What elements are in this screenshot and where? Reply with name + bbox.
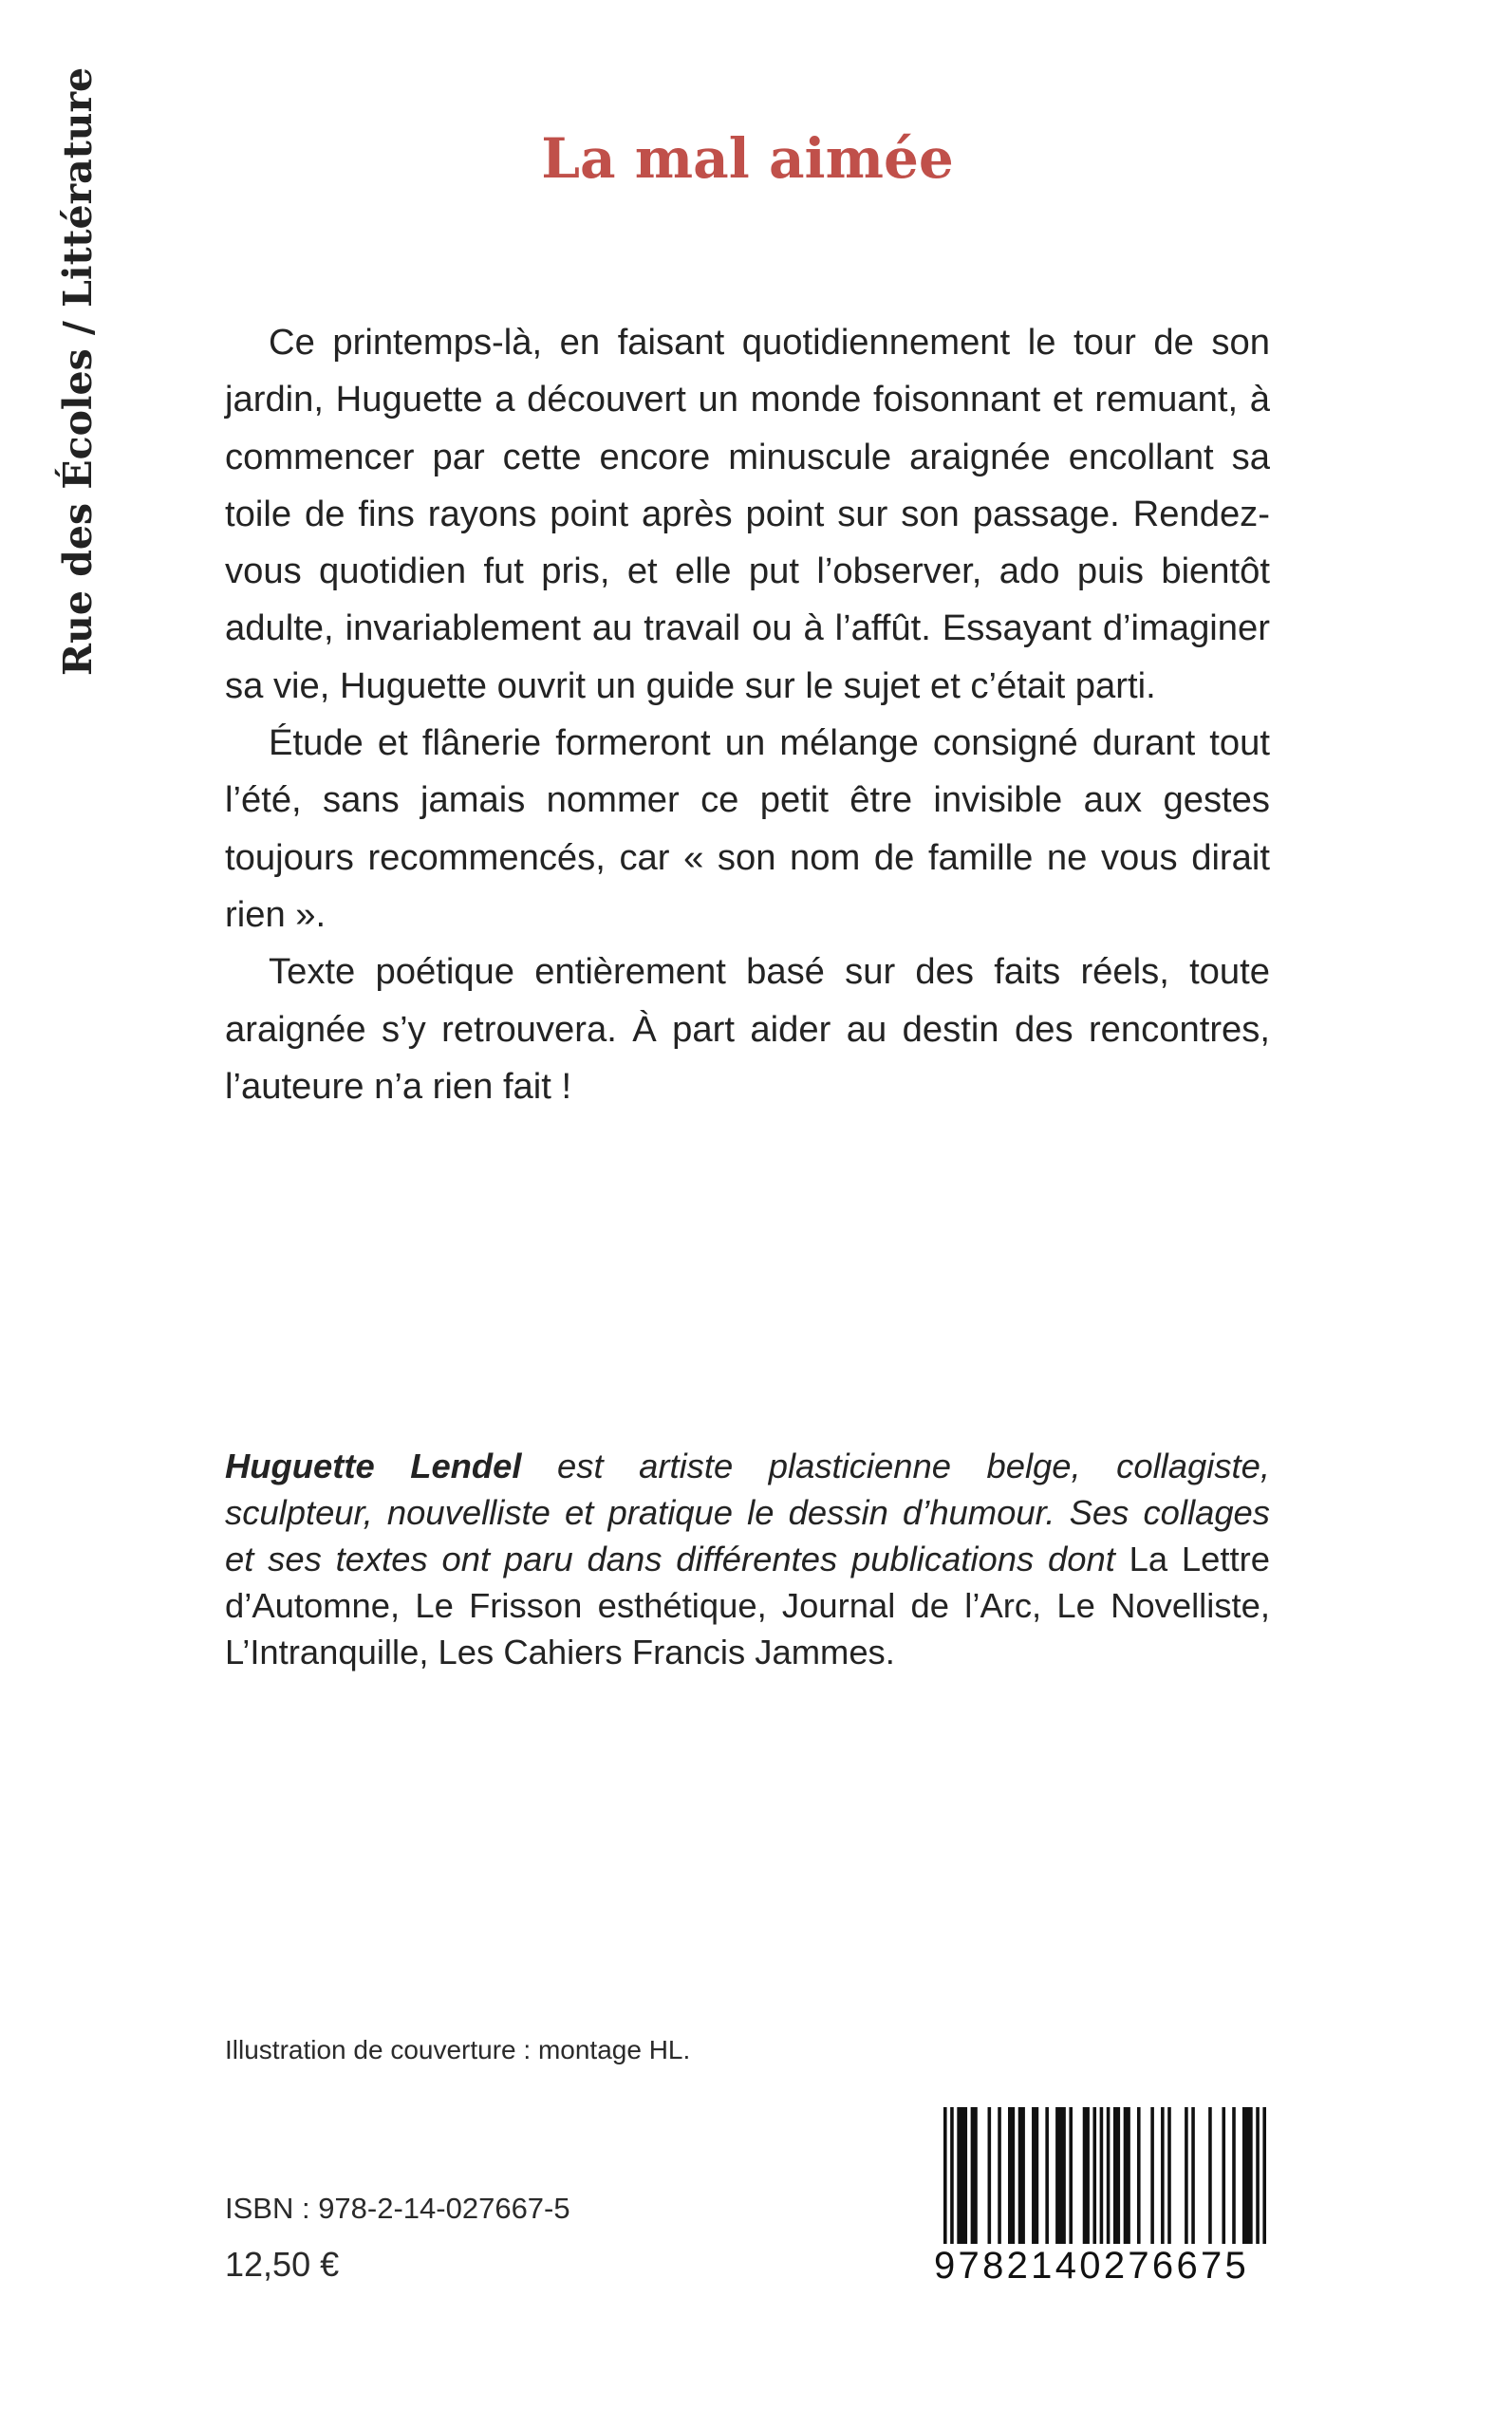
barcode-bar	[1208, 2107, 1212, 2250]
barcode-bar	[1083, 2107, 1090, 2250]
barcode-bar	[1092, 2107, 1096, 2250]
barcode-bar	[1167, 2107, 1171, 2250]
synopsis-paragraph: Texte poétique entièrement basé sur des faits réels, toute araignée s’y retrouvera. À part aider au destin des rencontres, l’auteure n’a rien fait !	[225, 951, 1270, 1107]
barcode-bar	[1161, 2107, 1165, 2250]
barcode-bar	[1069, 2107, 1073, 2250]
isbn: ISBN : 978-2-14-027667-5	[225, 2192, 570, 2225]
spine-series-label: Rue des Écoles / Littérature	[55, 66, 101, 676]
barcode-bar	[971, 2107, 978, 2250]
barcode-bar	[1137, 2107, 1141, 2250]
barcode-bar	[1232, 2107, 1236, 2250]
author-description: est artiste plasticienne belge, collagiste, sculpteur, nouvelliste et pratique le dessin d’humour. Ses collages et ses textes ont paru dans différentes publications dont	[225, 1447, 1270, 1578]
barcode-bar	[1150, 2107, 1154, 2250]
barcode-bar	[1045, 2107, 1049, 2250]
barcode-bar	[988, 2107, 992, 2250]
synopsis-paragraph: Étude et flânerie formeront un mélange consigné durant tout l’été, sans jamais nommer ce petit être invisible aux gestes toujours recommencés, car « son nom de famille ne vous dirait rien ».	[225, 722, 1270, 935]
barcode-bar	[1018, 2107, 1025, 2250]
barcode-bar	[1191, 2107, 1195, 2250]
cover-credit: Illustration de couverture : montage HL.	[225, 2035, 691, 2064]
barcode-bar	[1185, 2107, 1188, 2250]
barcode-bar	[957, 2107, 967, 2250]
barcode-bar	[1124, 2107, 1130, 2250]
barcode-bar	[998, 2107, 1001, 2250]
barcode-bar	[1222, 2107, 1225, 2250]
price: 12,50 €	[225, 2245, 340, 2284]
barcode-bar	[1242, 2107, 1253, 2250]
synopsis	[225, 314, 1270, 1115]
barcode-bar	[1032, 2107, 1038, 2250]
author-name: Huguette Lendel	[225, 1447, 522, 1485]
synopsis-paragraph: Ce printemps-là, en faisant quotidiennement le tour de son jardin, Huguette a découvert un monde foisonnant et remuant, à commencer par cette encore minuscule araignée encollant sa toile de fins rayons point après point sur son passage. Rendez-vous quotidien fut pris, et elle put l’observer, ado puis bientôt adulte, invariablement au travail ou à l’affût. Essayant d’imaginer sa vie, Huguette ouvrit un guide sur le sujet et c’était parti.	[225, 322, 1270, 706]
barcode-digits: 9782140276675	[930, 2244, 1272, 2288]
barcode-bar	[1008, 2107, 1015, 2250]
barcode-bar	[1055, 2107, 1066, 2250]
book-title: La mal aimée	[541, 126, 954, 191]
barcode-bar	[1113, 2107, 1120, 2250]
author-bio	[225, 1443, 1270, 1675]
author-publications: La Lettre d’Automne, Le Frisson esthétique, Journal de l’Arc, Le Novelliste, L’Intranquille, Les Cahiers Francis Jammes.	[225, 1540, 1270, 1671]
